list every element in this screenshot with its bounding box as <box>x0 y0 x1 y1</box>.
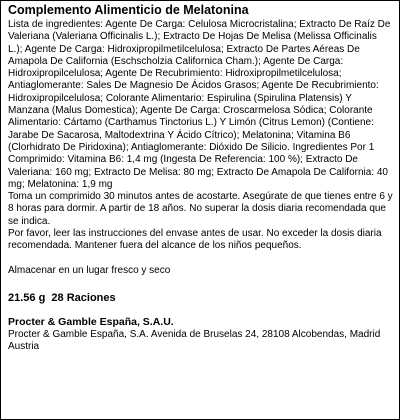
company-address: Procter & Gamble España, S.A. Avenida de Bruselas 24, 28108 Alcobendas, Madrid <box>8 328 381 340</box>
company-name: Procter & Gamble España, S.A.U. <box>8 315 174 328</box>
spacer <box>8 253 393 265</box>
warning-text: Por favor, leer las instrucciones del envase antes de usar. No exceder la dosis diaria recomendada. Mantener fuera del alcance de los niños pequeños. <box>8 228 382 252</box>
storage-instructions: Almacenar en un lugar fresco y seco <box>8 264 171 276</box>
net-quantity: 21.56 g 28 Raciones <box>8 291 116 304</box>
usage-instructions: Toma un comprimido 30 minutos antes de acostarte. Asegúrate de que tienes entre 6 y 8 horas para dormir. A partir de 18 años. No superar la dosis diaria recomendada que se indica. <box>8 191 393 227</box>
product-title: Complemento Alimenticio de Melatonina <box>8 3 249 17</box>
spacer <box>8 305 393 316</box>
company-country: Austria <box>8 341 40 353</box>
ingredients-list: Lista de ingredientes: Agente De Carga: Celulosa Microcristalina; Extracto De Raíz De Valeriana (Valeriana Officinalis L.); Extracto De Hojas De Melisa (Melissa Officinalis L.); Agente De Carga: Hidroxipropilmetilcelulosa; Extracto De Partes Aéreas De Amapola De California (Eschscholzia Californica Cham.); Agente De Carga: Hidroxipropilcelulosa; Agente De Recubrimiento: Hidroxipropilmetilcelulosa; Antiaglomerante: Sales De Magnesio De Ácidos Grasos; Agente De Recubrimiento: Hidroxipropilcelulosa; Colorante Alimentario: Espirulina (Spirulina Platensis) Y Manzana (Malus Domestica); Agente De Carga: Croscarmelosa Sódica; Colorante Alimentario: Cártamo (Carthamus Tinctorius L.) Y Limón (Citrus Lemon) (Contiene: Jarabe De Sacarosa, Maltodextrina Y Ácido Cítrico); Melatonina; Vitamina B6 (Clorhidrato De Piridoxina); Antiaglomerante: Dióxido De Silicio. Ingredientes Por 1 Comprimido: Vitamina B6: 1,4 mg (Ingesta De Referencia: 100 %); Extracto De Valeriana: 160 mg; Extracto De Melisa: 80 mg; Extracto De Amapola De California: 40 mg; Melatonina: 1,9 mg <box>8 19 391 190</box>
spacer <box>8 277 393 291</box>
